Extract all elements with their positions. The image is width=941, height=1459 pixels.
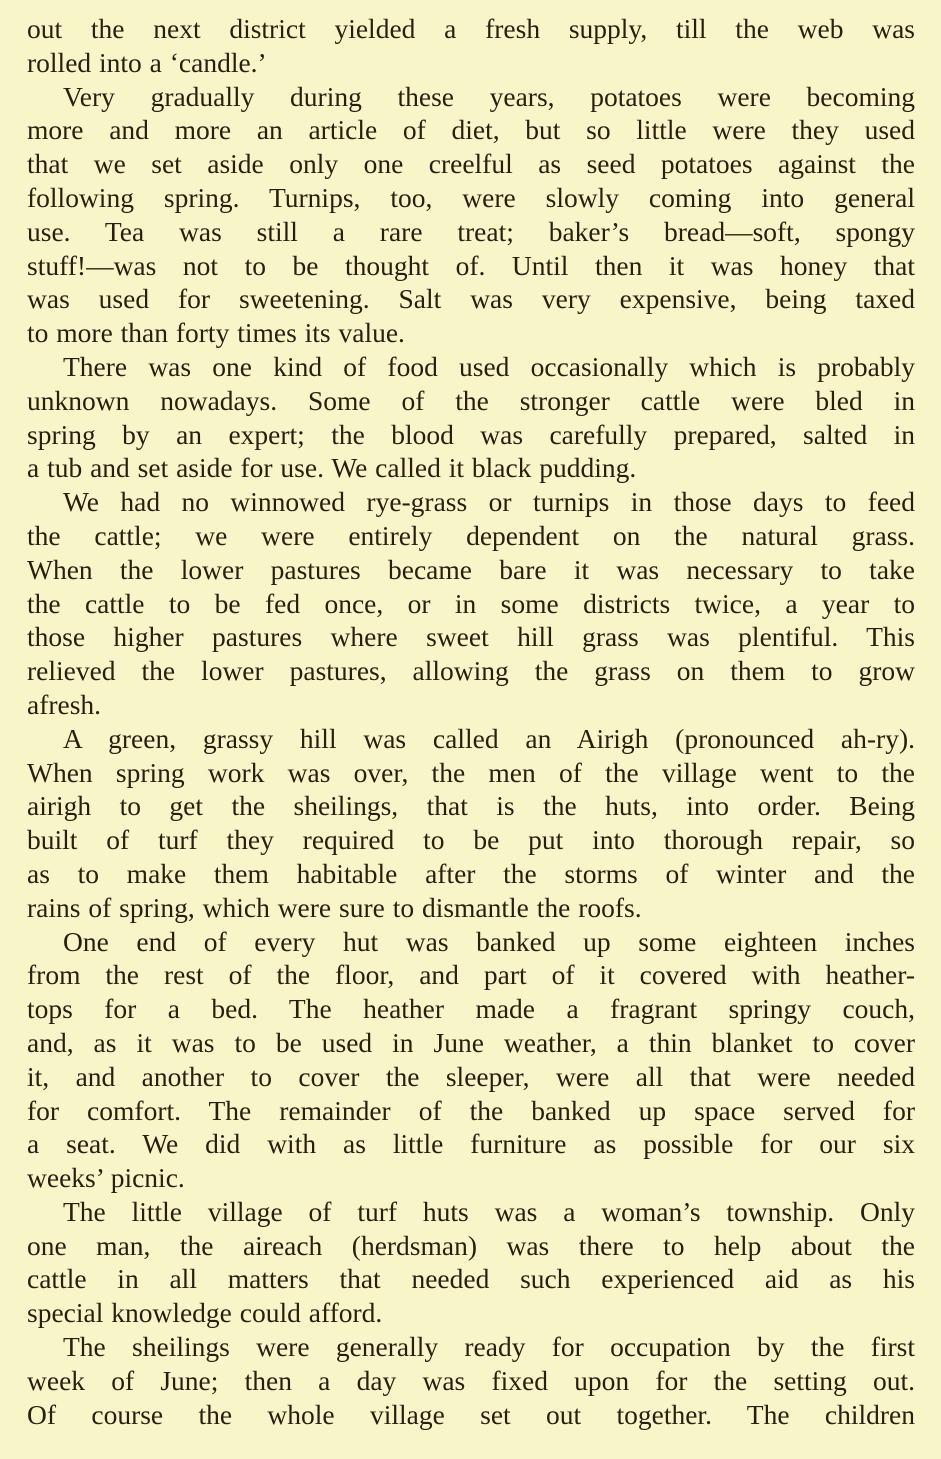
text-line: that we set aside only one creelful as seed potatoes against the <box>27 148 915 180</box>
text-line: for comfort. The remainder of the banked up space served for <box>27 1094 915 1126</box>
text-line: built of turf they required to be put into thorough repair, so <box>27 824 915 856</box>
text-line: The little village of turf huts was a woman’s township. Only <box>63 1195 915 1227</box>
paragraph <box>27 722 915 925</box>
text-line: following spring. Turnips, too, were slowly coming into general <box>27 181 915 213</box>
text-line: rolled into a ‘candle.’ <box>27 46 267 78</box>
text-line: out the next district yielded a fresh supply, till the web was <box>27 13 915 44</box>
text-line: A green, grassy hill was called an Airigh (pronounced ah-ry). <box>63 722 915 754</box>
paragraph <box>27 925 915 1195</box>
text-line: One end of every hut was banked up some eighteen inches <box>63 925 915 957</box>
text-line: the cattle; we were entirely dependent on the natural grass. <box>27 519 915 551</box>
text-line: Of course the whole village set out together. The children <box>27 1398 915 1430</box>
text-line: and, as it was to be used in June weather, a thin blanket to cover <box>27 1026 915 1058</box>
text-line: stuff!—was not to be thought of. Until then it was honey that <box>27 249 915 281</box>
text-line: tops for a bed. The heather made a fragrant springy couch, <box>27 993 915 1025</box>
text-line: one man, the aireach (herdsman) was there to help about the <box>27 1229 915 1261</box>
paragraph <box>27 80 915 350</box>
text-line: rains of spring, which were sure to dismantle the roofs. <box>27 891 642 923</box>
paragraph <box>27 1195 915 1330</box>
text-line: week of June; then a day was fixed upon for the setting out. <box>27 1364 915 1396</box>
text-line: The sheilings were generally ready for occupation by the first <box>63 1331 915 1363</box>
text-line: relieved the lower pastures, allowing the grass on them to grow <box>27 655 915 687</box>
paragraph <box>27 1330 915 1431</box>
text-line: airigh to get the sheilings, that is the huts, into order. Being <box>27 790 915 822</box>
text-line: was used for sweetening. Salt was very expensive, being taxed <box>27 283 915 315</box>
paragraph <box>27 485 915 722</box>
text-line: use. Tea was still a rare treat; baker’s bread—soft, spongy <box>27 215 915 247</box>
text-line: When the lower pastures became bare it was necessary to take <box>27 553 915 585</box>
text-line: a seat. We did with as little furniture as possible for our six <box>27 1128 915 1160</box>
text-line: When spring work was over, the men of the village went to the <box>27 756 915 788</box>
text-line: We had no winnowed rye-grass or turnips in those days to feed <box>63 486 915 518</box>
text-line: afresh. <box>27 688 102 720</box>
paragraph <box>27 12 915 80</box>
text-line: cattle in all matters that needed such experienced aid as his <box>27 1263 915 1295</box>
text-line: it, and another to cover the sleeper, were all that were needed <box>27 1060 915 1092</box>
text-line: the cattle to be fed once, or in some districts twice, a year to <box>27 587 915 619</box>
text-line: unknown nowadays. Some of the stronger cattle were bled in <box>27 384 915 416</box>
text-line: as to make them habitable after the storms of winter and the <box>27 857 915 889</box>
text-line: from the rest of the floor, and part of it covered with heather- <box>27 959 915 991</box>
book-page-text <box>27 12 915 1431</box>
text-line: a tub and set aside for use. We called it black pudding. <box>27 452 637 484</box>
text-line: Very gradually during these years, potatoes were becoming <box>63 80 915 112</box>
text-line: to more than forty times its value. <box>27 317 405 349</box>
text-line: weeks’ picnic. <box>27 1162 185 1194</box>
text-line: special knowledge could afford. <box>27 1297 383 1329</box>
text-line: spring by an expert; the blood was carefully prepared, salted in <box>27 418 915 450</box>
text-line: There was one kind of food used occasionally which is probably <box>63 350 915 382</box>
paragraph <box>27 350 915 485</box>
text-line: more and more an article of diet, but so little were they used <box>27 114 915 146</box>
text-line: those higher pastures where sweet hill grass was plentiful. This <box>27 621 915 653</box>
